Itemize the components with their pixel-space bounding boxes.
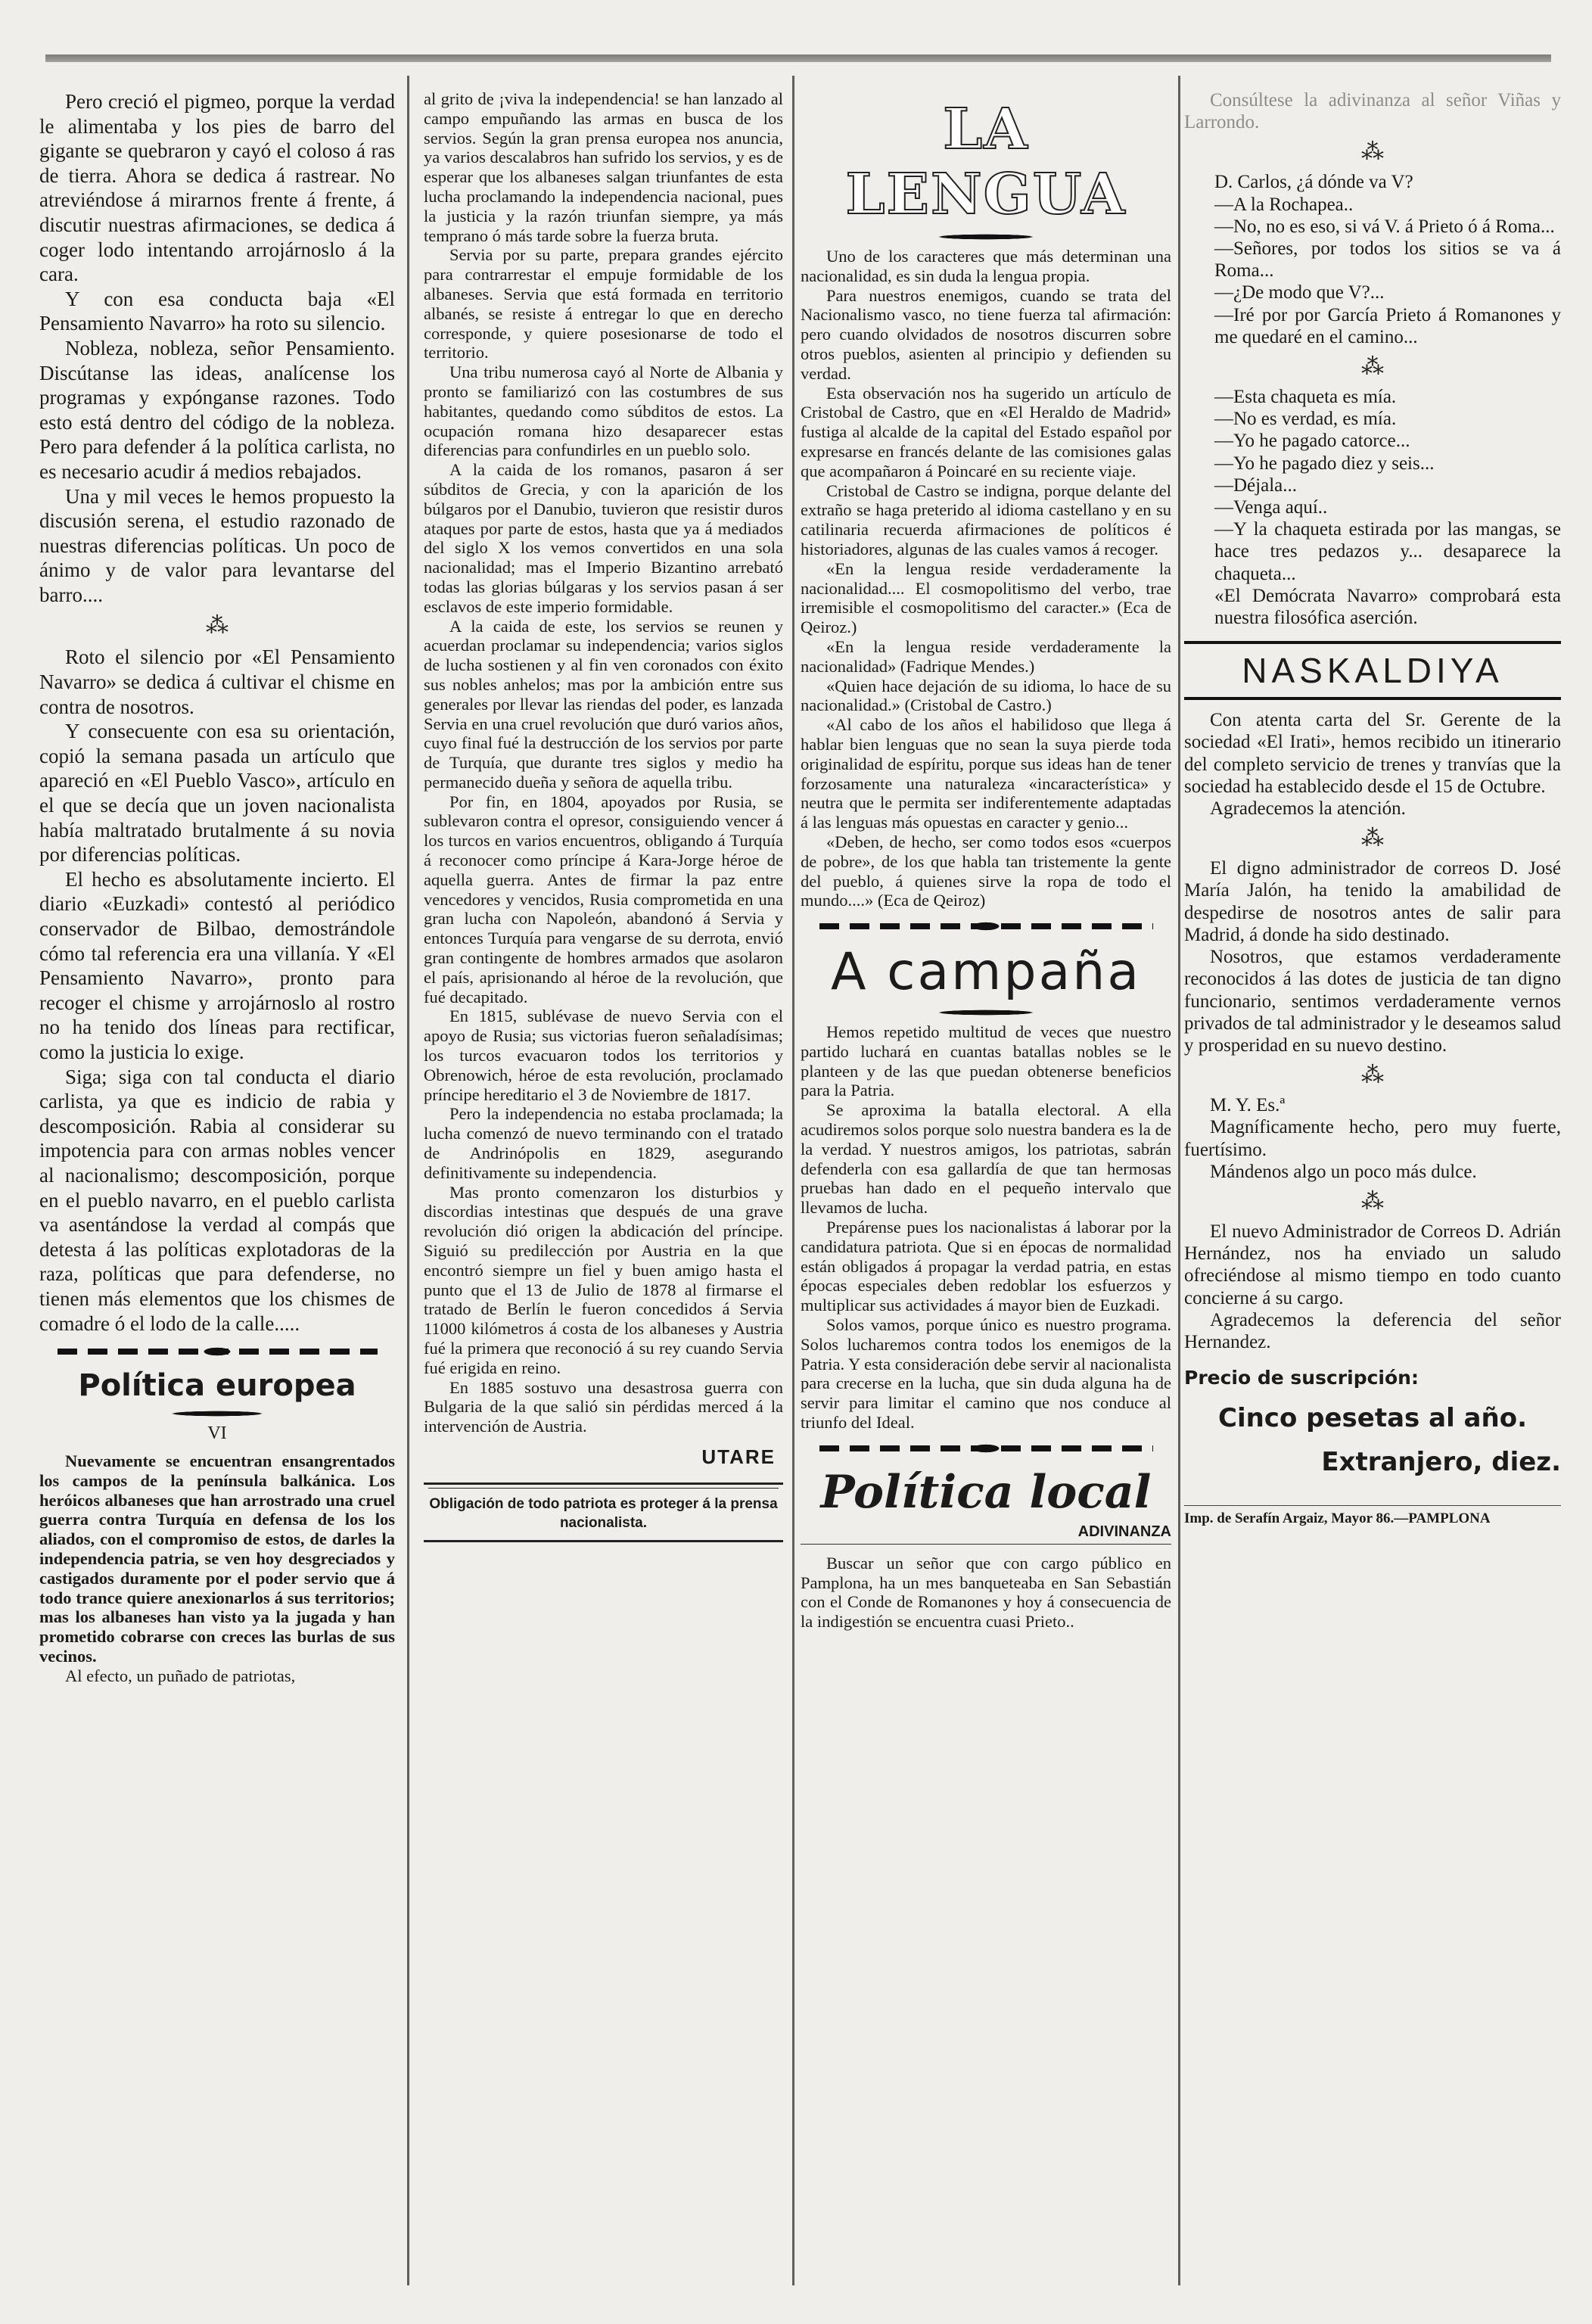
paragraph: al grito de ¡viva la independencia! se han lanzado al campo empuñando las armas en busca de los servios. Según la gran prensa europea nos anuncia, ya varios descalabros han sufrido los servios, y es de esperar que los albaneses salgan triunfantes de esta lucha proclamando la independencia nacional, pues la justicia y la razón triunfan siempre, ya más temprano ó más tarde sobre la fuerza bruta. — [424, 89, 783, 245]
dialog-line: D. Carlos, ¿á dónde va V? — [1214, 172, 1413, 193]
dialog-line: —Yo he pagado catorce... — [1214, 431, 1410, 452]
paragraph: Una y mil veces le hemos propuesto la discusión serena, el estudio razonado de nuestras diferencias políticas. Un poco de ánimo y de valor para levantarse del barro.... — [39, 484, 395, 606]
dialog-line: —No es verdad, es mía. — [1214, 409, 1397, 430]
dialog-line: —Iré por por García Prieto á Romanones y me quedaré en el camino... — [1214, 304, 1561, 347]
slogan-box: Obligación de todo patriota es proteger á la prensa nacionalista. — [424, 1482, 783, 1542]
title-underline-ornament — [916, 233, 1056, 241]
paragraph: Mándenos algo un poco más dulce. — [1210, 1161, 1477, 1182]
paragraph: Solos vamos, porque único es nuestro programa. Solos lucharemos contra todos los enemigos de la Patria. Y esta consideración debe servir al nacionalista para crecerse en la lucha, que sin duda alguna ha de servir para limitar el camino que nos conduce al triunfo del Ideal. — [801, 1315, 1171, 1433]
dialog-line: —Y la chaqueta estirada por las mangas, se hace tres pedazos y... desaparece la chaqueta... — [1214, 519, 1561, 584]
section-title-politica-local: Política local — [820, 1465, 1152, 1519]
dialog-line: —Señores, por todos los sitios se va á Roma... — [1214, 238, 1561, 282]
column-1 — [39, 89, 395, 2269]
dialog-block — [1184, 386, 1561, 629]
column-4 — [1184, 89, 1561, 2269]
section-divider-ornament — [58, 1343, 378, 1360]
paragraph: Con atenta carta del Sr. Gerente de la sociedad «El Irati», hemos recibido un itinerario del completo servicio de trenes y tranvías que la sociedad ha establecido desde el 15 de Octubre. — [1184, 710, 1561, 797]
paragraph: «Quien hace dejación de su idioma, lo hace de su nacionalidad.» (Cristobal de Castro.) — [801, 676, 1171, 715]
dialog-line: —Venga aquí.. — [1214, 497, 1328, 518]
paragraph: A la caida de los romanos, pasaron á ser súbditos de Grecia, y con la aparición de los búlgaros por el Danubio, tuvieron que resistir duros ataques por parte de estos, hasta que ya á mediados del siglo X los vemos convertidos en una sola nacionalidad; mas el Imperio Bizantino arrebató todas las glorias búlgaras y los servios pasan á ser esclavos de este imperio formidable. — [424, 460, 783, 616]
paragraph: Y consecuente con esa su orientación, copió la semana pasada un artículo que apareció en «El Pueblo Vasco», artículo en el que se decía que un joven nacionalista había maltratado brutalmente á su novia por diferencias políticas. — [39, 720, 395, 866]
section-title-politica-europea: Política europea — [78, 1368, 356, 1404]
paragraph: Nobleza, nobleza, señor Pensamiento. Discútanse las ideas, analícense los programas y expónganse razones. Todo esto está dentro del código de la nobleza. Pero para defender á la política carlista, no es necesario acudir á medios rebajados. — [39, 336, 395, 483]
paragraph: El nuevo Administrador de Correos D. Adrián Hernández, nos ha enviado un saludo ofreciéndose al mismo tiempo en todo cuanto concierne á su cargo. — [1184, 1221, 1561, 1308]
column-divider — [792, 76, 794, 2285]
dialog-line: —Esta chaqueta es mía. — [1214, 387, 1397, 408]
subscription-price-foreign: Extranjero, diez. — [1321, 1447, 1561, 1478]
subsection-label: ADIVINANZA — [801, 1523, 1171, 1545]
dinkus-ornament: ⁂ — [1361, 826, 1384, 851]
section-divider-ornament — [819, 1440, 1153, 1457]
paragraph: El hecho es absolutamente incierto. El diario «Euzkadi» contestó al periódico conservador de Bilbao, demostrándole cómo tal referencia era una villanía. Y «El Pensamiento Navarro», pronto para recoger el chisme y arrojárnoslo al rostro no ha tenido dos líneas para rectificar, como la justicia lo exige. — [39, 867, 395, 1063]
paragraph: Mas pronto comenzaron los disturbios y discordias intestinas que después de una grave revolución dió origen la abdicación del príncipe. Siguió su predilección por Austria en la que encontró siempre un fiel y buen amigo hasta el punto que el 13 de Julio de 1878 al firmarse el tratado de Berlín le fueron concedidos á Servia 11000 kilómetros á costa de los albaneses y Austria fué la primera que reconoció á su rey cuando Servia fué erigida en reino. — [424, 1182, 783, 1377]
paragraph: Prepárense pues los nacionalistas á laborar por la candidatura patriota. Que si en épocas de normalidad están obligados á propagar la verdad patria, en estas épocas especiales deben redoblar los esfuerzos y multiplicar sus actividades á mayor bien de Euzkadi. — [801, 1218, 1171, 1315]
paragraph: Y con esa conducta baja «El Pensamiento Navarro» ha roto su silencio. — [39, 287, 395, 335]
paragraph: A la caida de este, los servios se reunen y acuerdan proclamar su independencia; varios siglos de lucha sostienen y al fin ven coronados con éxito sus nobles anhelos; mas por la ambición entre sus generales por llevar las riendas del poder, es lanzada Servia en una cruel revolución que duró varios años, cuyo final fué la destrucción de los servios por parte de Turquía, que durante tres siglos y medio ha permanecido dueña y señora de aquella tribu. — [424, 616, 783, 792]
paragraph: Al efecto, un puñado de patriotas, — [65, 1666, 296, 1685]
dialog-line: —No, no es eso, si vá V. á Prieto ó á Roma... — [1214, 216, 1555, 237]
paragraph: Magníficamente hecho, pero muy fuerte, fuertísimo. — [1184, 1117, 1561, 1160]
paragraph: «Al cabo de los años el habilidoso que llega á hablar bien lenguas que no sean la suya pierde toda originalidad de espíritu, porque sus ideas han de tener forzosamente una naturaleza «incaracterística» y neutra que le permita ser indiferentemente adaptadas á las lenguas más opuestas en caracter y genio... — [801, 715, 1171, 832]
dialog-line: —Yo he pagado diez y seis... — [1214, 453, 1435, 474]
dialog-line: —Déjala... — [1214, 474, 1297, 496]
paragraph: Siga; siga con tal conducta el diario carlista, ya que es indicio de rabia y descomposición. Rabia al considerar su impotencia para con armas nobles vencer al nacionalismo; descomposición, porque en el pueblo navarro, en el pueblo carlista va asentándose la verdad al compás que detesta á las políticas explotadoras de la raza, políticas que para defenderse, no tienen más elementos que los chismes de comadre ó el lodo de la calle..... — [39, 1065, 395, 1335]
paragraph: M. Y. Es.ª — [1210, 1095, 1286, 1116]
paragraph: El digno administrador de correos D. José María Jalón, ha tenido la amabilidad de despedirse de nosotros antes de salir para Madrid, á donde ha sido destinado. — [1184, 858, 1561, 945]
subscription-label: Precio de suscripción: — [1184, 1367, 1419, 1389]
paragraph: Una tribu numerosa cayó al Norte de Albania y pronto se familiarizó con las costumbres de sus habitantes, quedando como súbditos de estos. La ocupación romana hizo desaparecer estas diferencias para confundirles en un pueblo solo. — [424, 362, 783, 460]
dinkus-ornament: ⁂ — [1361, 1062, 1384, 1088]
paragraph: Pero creció el pigmeo, porque la verdad le alimentaba y los pies de barro del gigante se quebraron y cayó el coloso á ras de tierra. Ahora se dedica á rastrear. No atreviéndose á mirarnos frente á frente, á discutir nuestras afirmaciones, se dedica á coger lodo intentando arrojárnoslo á la cara. — [39, 90, 395, 286]
dinkus-ornament: ⁂ — [1361, 139, 1384, 165]
dinkus-ornament: ⁂ — [206, 613, 229, 639]
paragraph: Agradecemos la deferencia del señor Hernandez. — [1184, 1309, 1561, 1352]
paragraph: Cristobal de Castro se indigna, porque delante del extraño se haga preterido al idioma castellano y en su catilinaria recuerda afirmaciones de políticos é historiadores, algunas de las cuales vamos á recoger. — [801, 481, 1171, 558]
top-rule — [45, 54, 1551, 62]
paragraph: Para nuestros enemigos, cuando se trata del Nacionalismo vasco, no tiene fuerza tal afirmación: pero cuando olvidados de nosotros discurren sobre otros pueblos, asienten al principio y defienden su verdad. — [801, 285, 1171, 383]
author-signature: UTARE — [701, 1445, 776, 1468]
paragraph: Buscar un señor que con cargo público en Pamplona, ha un mes banqueteaba en San Sebastián con el Conde de Romanones y hoy á consecuencia de la indigestión se encuentra cuasi Prieto.. — [801, 1553, 1171, 1632]
paragraph: Por fin, en 1804, apoyados por Rusia, se sublevaron contra el opresor, consiguiendo vencer á los turcos en varios encuentros, obligando á Turquía á reconocer como príncipe á Kara-Jorge héroe de aquella guerra. Antes de firmar la paz entre vencedores y vencidos, Rusia comprometida en una gran lucha con Napoleón, abandonó á Servia y entonces Turquía para vengarse de su derrota, envió gran contingente de hombres armados que asolaron el país, aprisionando al héroe de la revolución, que fué decapitado. — [424, 792, 783, 1006]
paragraph: «En la lengua reside verdaderamente la nacionalidad.... El cosmopolitismo del verbo, trae irremisible el cosmopolitismo del caracter.» (Eca de Qeiroz.) — [801, 558, 1171, 637]
paragraph: En 1885 sostuvo una desastrosa guerra con Bulgaria de la que salió sin pérdidas merced á la intervención de Austria. — [424, 1377, 783, 1436]
article-number: VI — [207, 1423, 227, 1444]
dialog-block — [1184, 171, 1561, 348]
section-title-naskaldiya: NASKALDIYA — [1184, 641, 1561, 700]
paragraph: Nosotros, que estamos verdaderamente reconocidos á las dotes de justicia de tan digno funcionario, sentimos verdaderamente vernos privados de tal administrador y le deseamos salud y prosperidad en su nuevo destino. — [1184, 947, 1561, 1056]
column-divider — [1178, 76, 1180, 2285]
paragraph: Agradecemos la atención. — [1210, 798, 1406, 820]
paragraph: Servia por su parte, prepara grandes ejército para contrarrestar el empuje formidable de los albaneses. Servia que está formada en territorio albanés, se resiste á entregar lo que en derecho corresponde, y quiere posesionarse de todo el territorio. — [424, 245, 783, 362]
printer-imprint: Imp. de Serafín Argaiz, Mayor 86.—PAMPLONA — [1184, 1505, 1561, 1527]
paragraph: Pero la independencia no estaba proclamada; la lucha comenzó de nuevo terminando con el tratado de Andrinópolis en 1829, asegurando definitivamente su independencia. — [424, 1104, 783, 1182]
title-underline-ornament — [150, 1410, 285, 1417]
title-underline-ornament — [916, 1009, 1056, 1016]
paragraph: «Deben, de hecho, ser como todos esos «cuerpos de pobre», de los que habla tan tristemente la gente del pueblo, á quienes sirve la ropa de todo el mundo....» (Eca de Qeiroz) — [801, 832, 1171, 910]
paragraph: Nuevamente se encuentran ensangrentados los campos de la península balkánica. Los heróicos albaneses que han arrostrado una cruel guerra contra Turquía en defensa de los los aliados, con el compromiso de estos, de darles la independencia patria, se ven hoy desgreciados y castigados duramente por el poder servio que á todo trance quiere anexionarlos á sus territorios; mas los albaneses han visto ya la jugada y han prometido cobrarse con creces las burlas de sus vecinos. — [39, 1451, 395, 1666]
section-divider-ornament — [819, 918, 1153, 935]
column-divider — [407, 76, 409, 2285]
paragraph: En 1815, sublévase de nuevo Servia con el apoyo de Rusia; sus victorias fueron señaladísimas; los turcos evacuaron todos los territorios y Obrenowich, héroe de esta revolución, proclamado príncipe hereditario el 3 de Noviembre de 1817. — [424, 1006, 783, 1104]
dinkus-ornament: ⁂ — [1361, 1188, 1384, 1214]
dialog-line: —A la Rochapea.. — [1214, 194, 1354, 215]
paragraph: Uno de los caracteres que más determinan una nacionalidad, es sin duda la lengua propia. — [801, 247, 1171, 285]
paragraph: Se aproxima la batalla electoral. A ella acudiremos solos porque solo nuestra bandera es la de la verdad. Y nuestros amigos, los patriotas, sabrán defenderla con esa gallardía de que tan hermosas pruebas han dado en el pequeño intervalo que llevamos de lucha. — [801, 1100, 1171, 1218]
dialog-line: —¿De modo que V?... — [1214, 282, 1385, 303]
section-title-la-lengua: LA LENGUA — [845, 97, 1127, 227]
paragraph: Consúltese la adivinanza al señor Viñas y Larrondo. — [1184, 90, 1561, 133]
subscription-price-domestic: Cinco pesetas al año. — [1218, 1403, 1527, 1434]
dinkus-ornament: ⁂ — [1361, 354, 1384, 380]
paragraph: Hemos repetido multitud de veces que nuestro partido luchará en cuantas batallas nobles se le planteen y de las que puedan obtenerse beneficios para la Patria. — [801, 1022, 1171, 1100]
paragraph: «En la lengua reside verdaderamente la nacionalidad» (Fadrique Mendes.) — [801, 636, 1171, 676]
section-title-a-campana: A campaña — [830, 942, 1142, 1003]
dialog-line: «El Demócrata Navarro» comprobará esta nuestra filosófica aserción. — [1214, 585, 1561, 629]
paragraph: Roto el silencio por «El Pensamiento Navarro» se dedica á cultivar el chisme en contra de nosotros. — [39, 646, 395, 718]
paragraph: Esta observación nos ha sugerido un artículo de Cristobal de Castro, que en «El Heraldo de Madrid» fustiga al alcalde de la capital del Estado español por expresarse en francés delante de las comisiones galas que acompañaron á Poincaré en su reciente viaje. — [801, 383, 1171, 481]
column-2 — [424, 89, 783, 2269]
column-3 — [801, 89, 1171, 2269]
